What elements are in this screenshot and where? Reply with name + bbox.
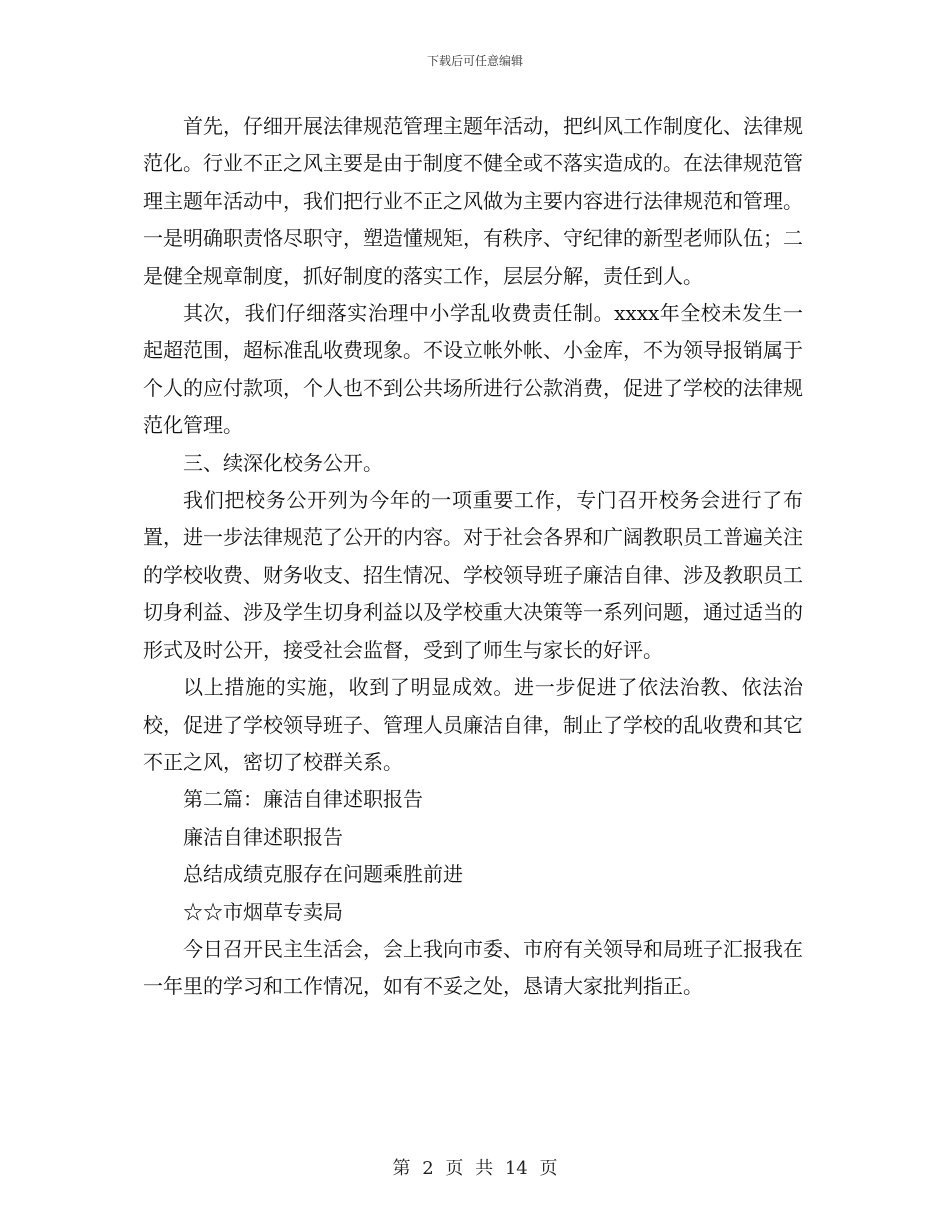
paragraph-10: 今日召开民主生活会，会上我向市委、市府有关领导和局班子汇报我在一年里的学习和工作情况，如有不妥之处，恳请大家批判指正。 xyxy=(143,936,803,999)
section-heading-3: 三、续深化校务公开。 xyxy=(183,450,383,475)
report-title: 廉洁自律述职报告 xyxy=(183,824,343,849)
paragraph-5: 以上措施的实施，收到了明显成效。进一步促进了依法治教、依法治校，促进了学校领导班子、管理人员廉洁自律，制止了学校的乱收费和其它不正之风，密切了校群关系。 xyxy=(143,675,803,774)
paragraph-2: 其次，我们仔细落实治理中小学乱收费责任制。xxxx年全校未发生一起超范围，超标准乱收费现象。不设立帐外帐、小金库，不为领导报销属于个人的应付款项，个人也不到公共场所进行公款消费，促进了学校的法律规范化管理。 xyxy=(143,301,803,438)
organization-name: ☆☆市烟草专卖局 xyxy=(183,899,343,924)
document-body xyxy=(143,108,803,1006)
page-header: 下载后可任意编辑 xyxy=(426,54,523,68)
paragraph-4: 我们把校务公开列为今年的一项重要工作，专门召开校务会进行了布置，进一步法律规范了公开的内容。对于社会各界和广阔教职员工普遍关注的学校收费、财务收支、招生情况、学校领导班子廉洁自律、涉及教职员工切身利益、涉及学生切身利益以及学校重大决策等一系列问题，通过适当的形式及时公开，接受社会监督，受到了师生与家长的好评。 xyxy=(143,488,803,662)
report-subtitle: 总结成绩克服存在问题乘胜前进 xyxy=(183,862,463,887)
page-footer: 第 2 页 共 14 页 xyxy=(392,1158,558,1179)
chapter-title: 第二篇：廉洁自律述职报告 xyxy=(183,787,423,812)
paragraph-1: 首先，仔细开展法律规范管理主题年活动，把纠风工作制度化、法律规范化。行业不正之风主要是由于制度不健全或不落实造成的。在法律规范管理主题年活动中，我们把行业不正之风做为主要内容进行法律规范和管理。一是明确职责恪尽职守，塑造懂规矩，有秩序、守纪律的新型老师队伍；二是健全规章制度，抓好制度的落实工作，层层分解，责任到人。 xyxy=(143,114,803,288)
